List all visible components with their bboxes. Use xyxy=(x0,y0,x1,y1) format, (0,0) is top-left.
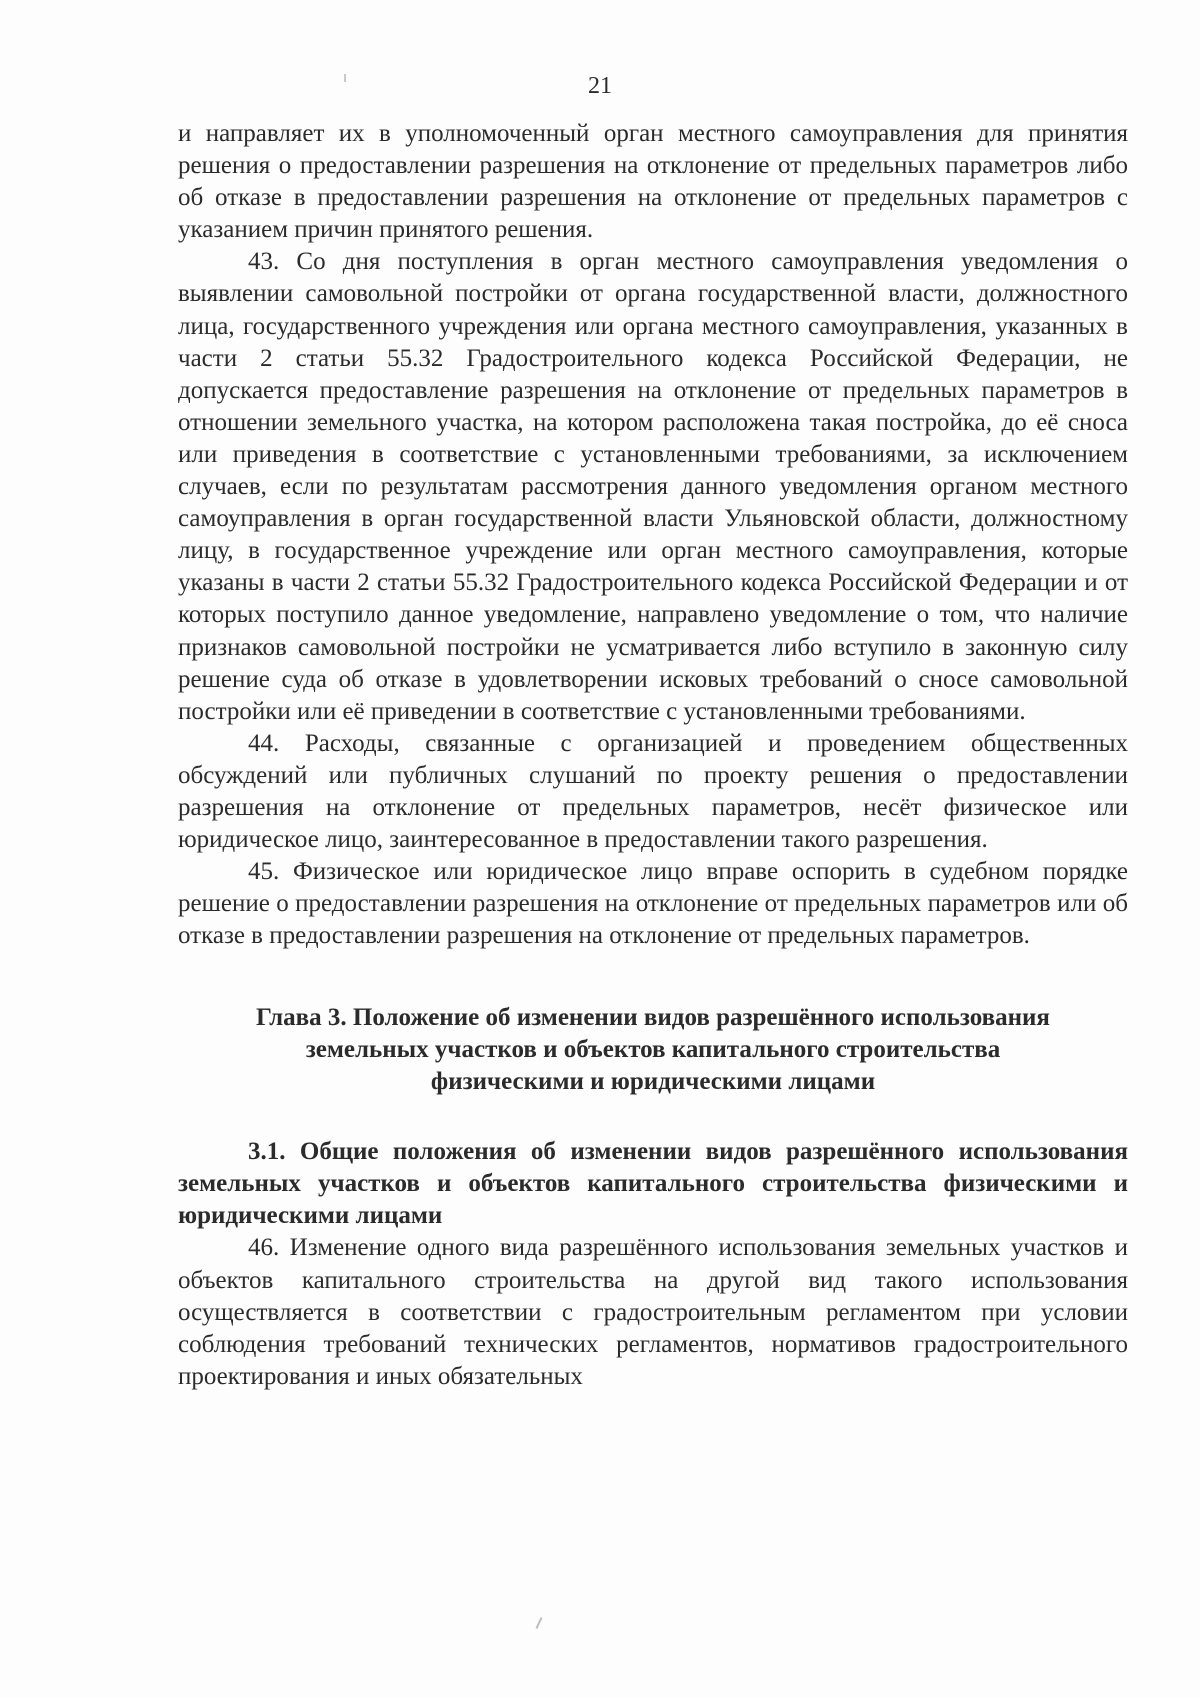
paragraph-item-46: 46. Изменение одного вида разрешённого использования земельных участков и объектов капитального строительства на другой вид такого использования осуществляется в соответствии с градостроительным регламентом при условии соблюдения требований технических регламентов, нормативов градостроительного проектирования и иных обязательных xyxy=(178,1234,1128,1390)
chapter-title-line: земельных участков и объектов капитального строительства xyxy=(305,1036,1001,1064)
section-title: 3.1. Общие положения об изменении видов разрешённого использования земельных участков и объектов капитального строительства физическими и юридическими лицами xyxy=(178,1138,1128,1230)
paragraph-item-45: 45. Физическое или юридическое лицо вправе оспорить в судебном порядке решение о предоставлении разрешения на отклонение от предельных параметров или об отказе в предоставлении разрешения на отклонение от предельных параметров. xyxy=(178,858,1128,950)
page-number: 21 xyxy=(588,73,612,99)
chapter-title xyxy=(178,1002,1128,1098)
paragraph-continuation: и направляет их в уполномоченный орган местного самоуправления для принятия решения о предоставлении разрешения на отклонение от предельных параметров либо об отказе в предоставлении разрешения на отклонение от предельных параметров с указанием причин принятого решения. xyxy=(178,120,1128,244)
paragraph-item-43: 43. Со дня поступления в орган местного самоуправления уведомления о выявлении самовольной постройки от органа государственной власти, должностного лица, государственного учреждения или органа местного самоуправления, указанных в части 2 статьи 55.32 Градостроительного кодекса Российской Федерации, не допускается предоставление разрешения на отклонение от предельных параметров в отношении земельного участка, на котором расположена такая постройка, до её сноса или приведения в соответствие с установленными требованиями, за исключением случаев, если по результатам рассмотрения данного уведомления органом местного самоуправления в орган государственной власти Ульяновской области, должностному лицу, в государственное учреждение или орган местного самоуправления, которые указаны в части 2 статьи 55.32 Градостроительного кодекса Российской Федерации и от которых поступило данное уведомление, направлено уведомление о том, что наличие признаков самовольной постройки не усматривается либо вступило в законную силу решение суда об отказе в удовлетворении исковых требований о сносе самовольной постройки или её приведении в соответствие с установленными требованиями. xyxy=(178,248,1128,725)
scan-speck xyxy=(536,1617,543,1629)
chapter-title-line: Глава 3. Положение об изменении видов разрешённого использования xyxy=(256,1004,1050,1032)
document-body xyxy=(178,118,1128,1393)
chapter-title-line: физическими и юридическими лицами xyxy=(430,1068,876,1096)
paragraph-item-44: 44. Расходы, связанные с организацией и проведением общественных обсуждений или публичных слушаний по проекту решения о предоставлении разрешения на отклонение от предельных параметров, несёт физическое или юридическое лицо, заинтересованное в предоставлении такого разрешения. xyxy=(178,729,1128,854)
